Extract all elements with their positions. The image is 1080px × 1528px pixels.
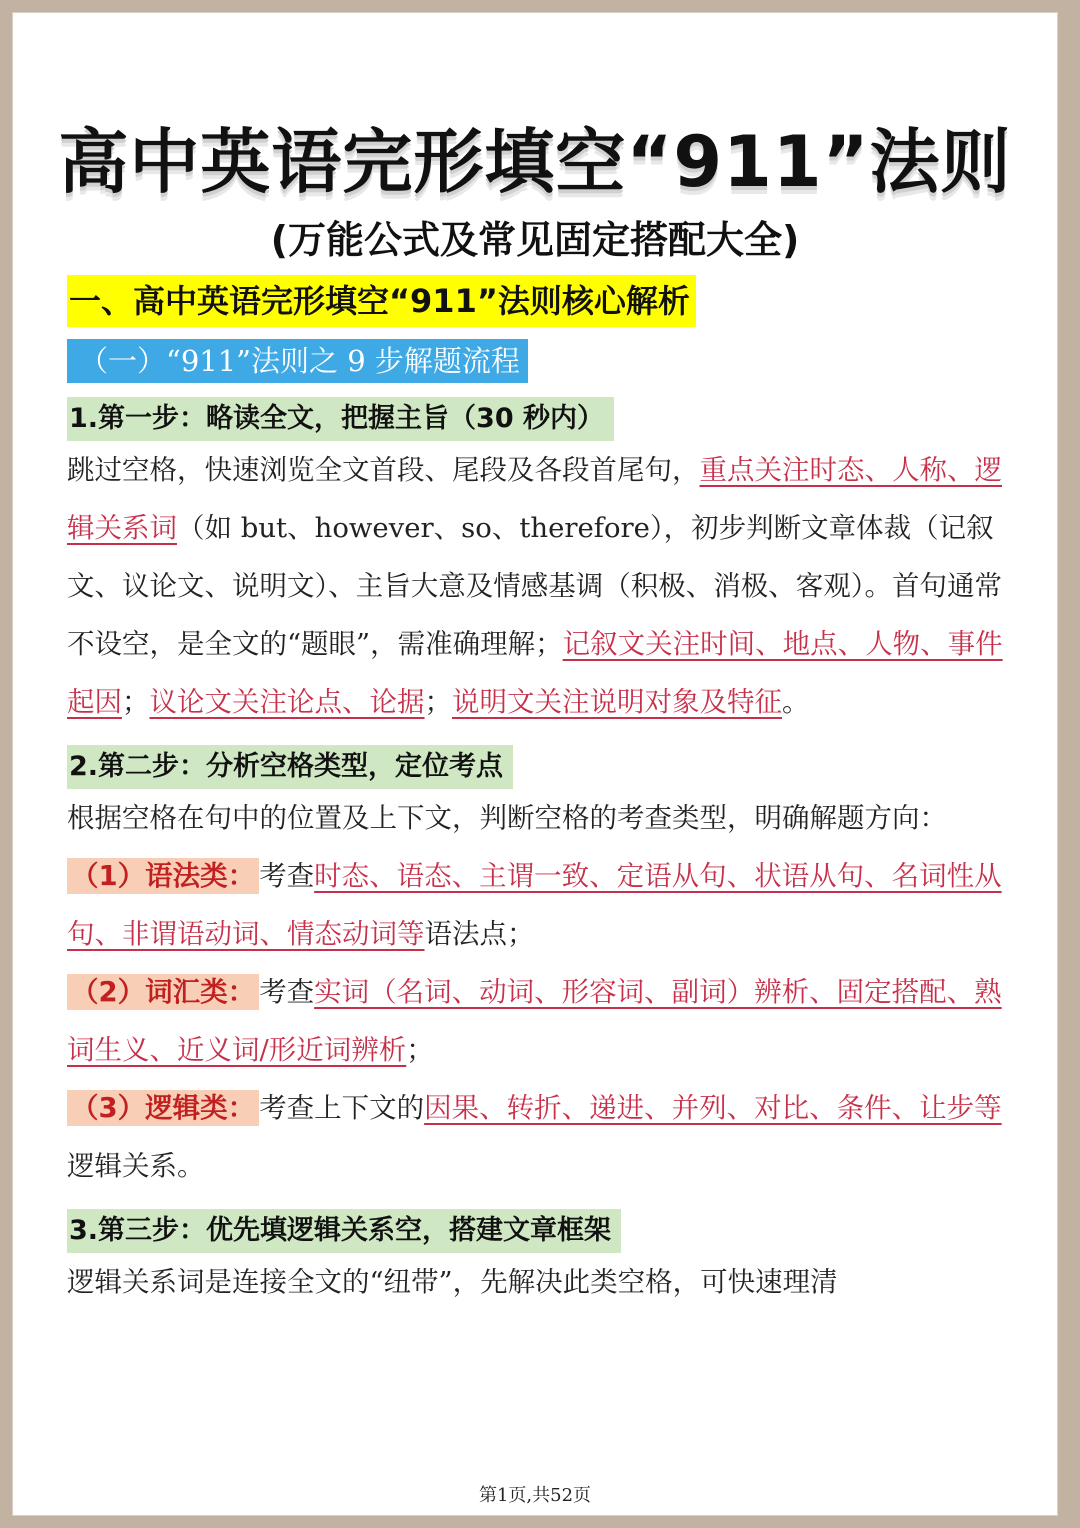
item-highlight: 实词（名词、动词、形容词、副词）辨析、固定搭配、熟词生义、近义词/形近词辨析 (67, 976, 1002, 1066)
step-1-highlight: 记叙文关注时间、地点、人物、事件起因 (67, 628, 1003, 718)
step-3-paragraph: 逻辑关系词是连接全文的“纽带”，先解决此类空格，可快速理清 (67, 1266, 838, 1298)
page-number: 第1页,共52页 (478, 1485, 592, 1506)
step-1-text: ； (424, 686, 452, 718)
step-2 (67, 745, 1019, 1195)
item-text: 考查上下文的 (259, 1092, 425, 1124)
step-1-highlight: 说明文关注说明对象及特征 (452, 686, 782, 718)
item-tag: （2）词汇类： (67, 974, 259, 1010)
document-page (12, 12, 1058, 1516)
section-1-heading: 一、高中英语完形填空“911”法则核心解析 (67, 275, 696, 327)
item-tag: （1）语法类： (67, 858, 259, 894)
subsection-heading (67, 327, 1019, 383)
item-text: 考查 (259, 976, 315, 1008)
step-1-paragraph (67, 441, 1019, 731)
page-subtitle: (万能公式及常见固定搭配大全) (270, 218, 800, 262)
item-highlight: 时态、语态、主谓一致、定语从句、状语从句、名词性从句、非谓语动词、情态动词等 (67, 860, 1002, 950)
step-1-text: （如 but、however、so、therefore），初步判断文章体裁（记叙文、议论文、说明文）、主旨大意及情感基调（积极、消极、客观）。首句通常不设空，是全文的“题眼”，需准确理解； (67, 512, 1002, 660)
step-2-intro: 根据空格在句中的位置及上下文，判断空格的考查类型，明确解题方向： (67, 802, 947, 834)
step-1-text: 。 (782, 686, 810, 718)
document-body (67, 275, 1019, 1311)
subsection-1-heading: （一）“911”法则之 9 步解题流程 (67, 339, 528, 383)
step-3 (67, 1209, 1019, 1311)
item-text: 逻辑关系。 (67, 1150, 205, 1182)
step-1-heading: 1.第一步：略读全文，把握主旨（30 秒内） (67, 397, 614, 441)
item-text: 考查 (259, 860, 315, 892)
step-1-text: ； (122, 686, 150, 718)
page-title: 高中英语完形填空“911”法则 (58, 121, 1012, 203)
step-2-heading: 2.第二步：分析空格类型，定位考点 (67, 745, 513, 789)
item-text: 语法点； (424, 918, 535, 950)
section-heading (67, 275, 1019, 327)
step-2-item (67, 963, 1019, 1079)
step-1-highlight: 重点关注时态、人称、逻辑关系词 (67, 454, 1002, 544)
step-1-highlight: 议论文关注论点、论据 (149, 686, 425, 718)
item-highlight: 因果、转折、递进、并列、对比、条件、让步等 (424, 1092, 1002, 1124)
step-1 (67, 397, 1019, 731)
step-3-heading: 3.第三步：优先填逻辑关系空，搭建文章框架 (67, 1209, 621, 1253)
step-1-text: 跳过空格，快速浏览全文首段、尾段及各段首尾句， (67, 454, 700, 486)
step-2-item (67, 1079, 1019, 1195)
item-text: ； (406, 1034, 434, 1066)
item-tag: （3）逻辑类： (67, 1090, 259, 1126)
step-2-item (67, 847, 1019, 963)
